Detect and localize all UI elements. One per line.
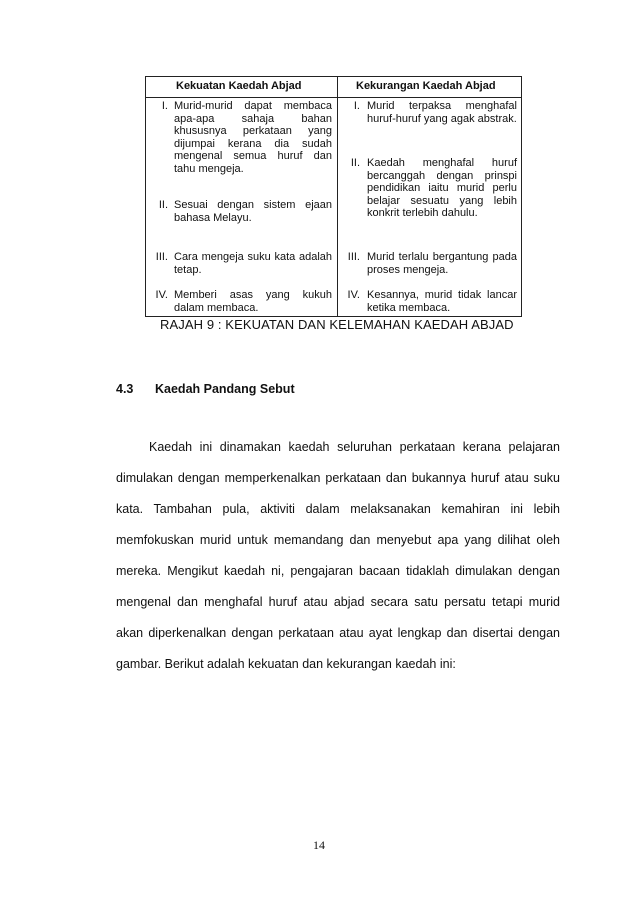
column-divider xyxy=(337,77,338,316)
figure-caption: RAJAH 9 : KEKUATAN DAN KELEMAHAN KAEDAH ABJAD xyxy=(160,317,514,332)
item-text: Kaedah menghafal huruf bercanggah dengan prinspi pendidikan iaitu murid perlu belajar sesuatu yang lebih konkrit terlebih dahulu. xyxy=(367,157,517,220)
item-text: Kesannya, murid tidak lancar ketika membaca. xyxy=(367,289,517,314)
item-number: III. xyxy=(155,251,168,263)
item-number: IV. xyxy=(155,289,168,301)
item-number: III. xyxy=(347,251,360,263)
item-number: I. xyxy=(161,100,168,112)
item-number: II. xyxy=(158,199,168,211)
item-text: Memberi asas yang kukuh dalam membaca. xyxy=(174,289,332,314)
body-paragraph: Kaedah ini dinamakan kaedah seluruhan perkataan kerana pelajaran dimulakan dengan memperkenalkan perkataan dan bukannya huruf atau suku kata. Tambahan pula, aktiviti dalam melaksanakan kemahiran ini lebih memfokuskan murid untuk memandang dan menyebut apa yang dilihat oleh mereka. Mengikut kaedah ni, pengajaran bacaan tidaklah dimulakan dengan mengenal dan menghafal huruf atau abjad secara satu persatu tetapi murid akan diperkenalkan dengan perkataan atau ayat lengkap dan disertai dengan gambar. Berikut adalah kekuatan dan kekurangan kaedah ini: xyxy=(116,440,560,671)
header-strengths: Kekuatan Kaedah Abjad xyxy=(176,80,302,92)
comparison-table xyxy=(145,76,522,317)
item-number: I. xyxy=(353,100,360,112)
page-number: 14 xyxy=(313,838,325,852)
item-text: Cara mengeja suku kata adalah tetap. xyxy=(174,251,332,276)
item-text: Murid terpaksa menghafal huruf-huruf yang agak abstrak. xyxy=(367,100,517,125)
item-number: II. xyxy=(350,157,360,169)
item-text: Sesuai dengan sistem ejaan bahasa Melayu. xyxy=(174,199,332,224)
section-number: 4.3 xyxy=(116,382,134,396)
item-text: Murid terlalu bergantung pada proses mengeja. xyxy=(367,251,517,276)
item-text: Murid-murid dapat membaca apa-apa sahaja bahan khususnya perkataan yang dijumpai kerana dia sudah mengenal semua huruf dan tahu mengeja. xyxy=(174,100,332,175)
table-header-row xyxy=(146,77,521,98)
header-weaknesses: Kekurangan Kaedah Abjad xyxy=(356,80,496,92)
item-number: IV. xyxy=(347,289,360,301)
section-title: Kaedah Pandang Sebut xyxy=(155,382,295,396)
